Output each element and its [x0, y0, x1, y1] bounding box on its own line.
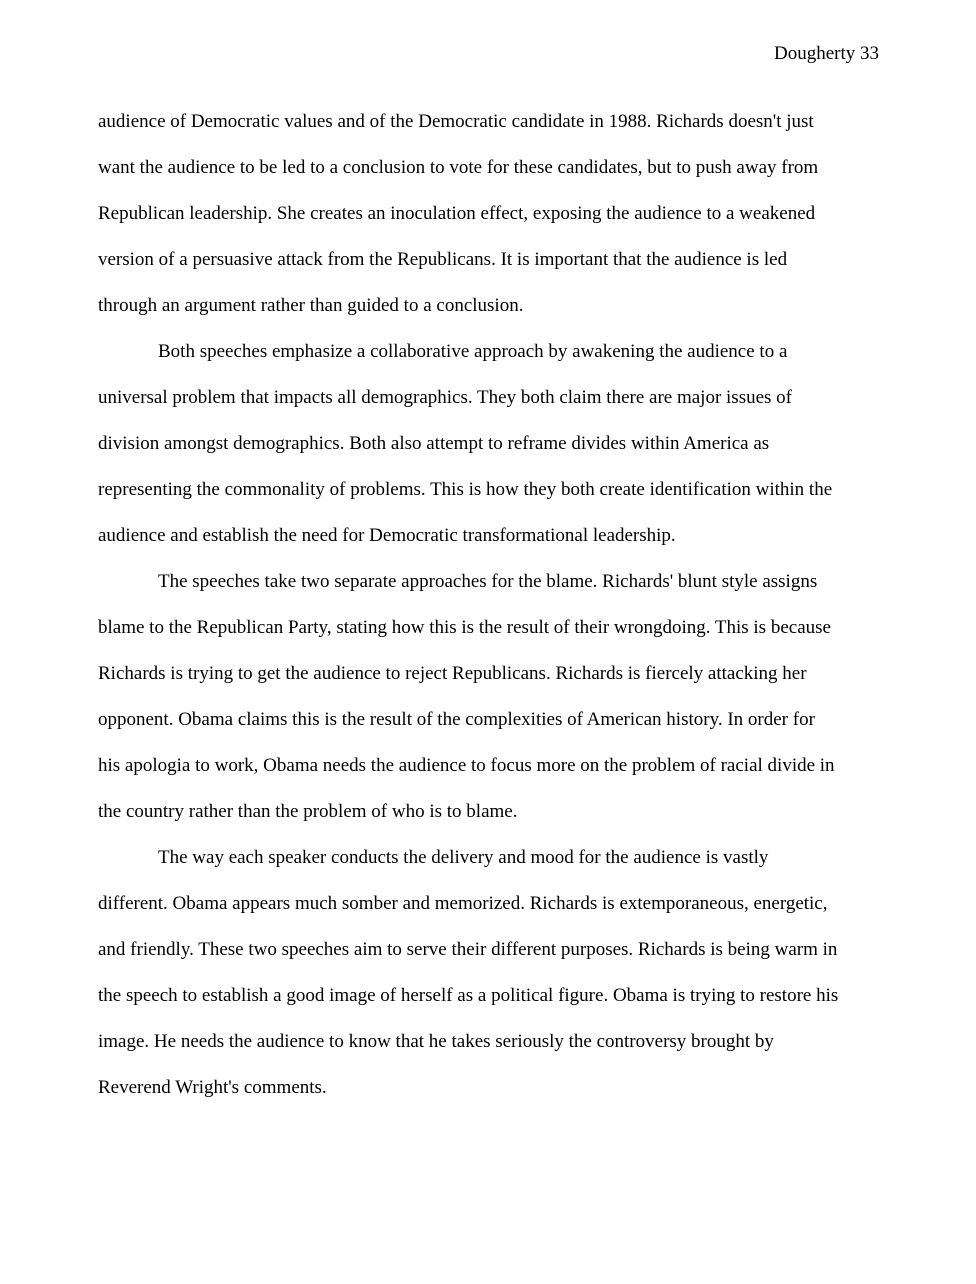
running-head-page-number: Dougherty 33 [773, 43, 879, 64]
text-line: the speech to establish a good image of herself as a political figure. Obama is trying to restore his [98, 985, 839, 1006]
body-text [98, 99, 882, 1111]
text-line: the country rather than the problem of who is to blame. [98, 801, 518, 822]
text-line: Republican leadership. She creates an inoculation effect, exposing the audience to a weakened [98, 203, 816, 224]
text-line: image. He needs the audience to know that he takes seriously the controversy brought by [98, 1031, 774, 1052]
text-line: universal problem that impacts all demographics. They both claim there are major issues of [98, 387, 793, 408]
text-line: The way each speaker conducts the delivery and mood for the audience is vastly [158, 847, 769, 868]
text-line: version of a persuasive attack from the Republicans. It is important that the audience is led [98, 249, 788, 270]
text-line: blame to the Republican Party, stating how this is the result of their wrongdoing. This is because [98, 617, 831, 638]
text-line: audience and establish the need for Democratic transformational leadership. [98, 525, 676, 546]
text-line: representing the commonality of problems. This is how they both create identification within the [98, 479, 833, 500]
text-line: division amongst demographics. Both also attempt to reframe divides within America as [98, 433, 770, 454]
text-line: and friendly. These two speeches aim to serve their different purposes. Richards is being warm in [98, 939, 838, 960]
paragraph-1 [98, 99, 882, 329]
paragraph-4 [98, 835, 882, 1111]
text-line: Reverend Wright's comments. [98, 1077, 327, 1098]
text-line: different. Obama appears much somber and memorized. Richards is extemporaneous, energetic, [98, 893, 828, 914]
text-line: through an argument rather than guided to a conclusion. [98, 295, 524, 316]
text-line: his apologia to work, Obama needs the audience to focus more on the problem of racial divide in [98, 755, 835, 776]
text-line: opponent. Obama claims this is the result of the complexities of American history. In order for [98, 709, 815, 730]
text-line: Both speeches emphasize a collaborative approach by awakening the audience to a [158, 341, 788, 362]
text-line: audience of Democratic values and of the Democratic candidate in 1988. Richards doesn't just [98, 111, 814, 132]
text-line: want the audience to be led to a conclusion to vote for these candidates, but to push away from [98, 157, 819, 178]
text-line: Richards is trying to get the audience to reject Republicans. Richards is fiercely attacking her [98, 663, 807, 684]
paragraph-3 [98, 559, 882, 835]
text-line: The speeches take two separate approaches for the blame. Richards' blunt style assigns [158, 571, 818, 592]
paragraph-2 [98, 329, 882, 559]
